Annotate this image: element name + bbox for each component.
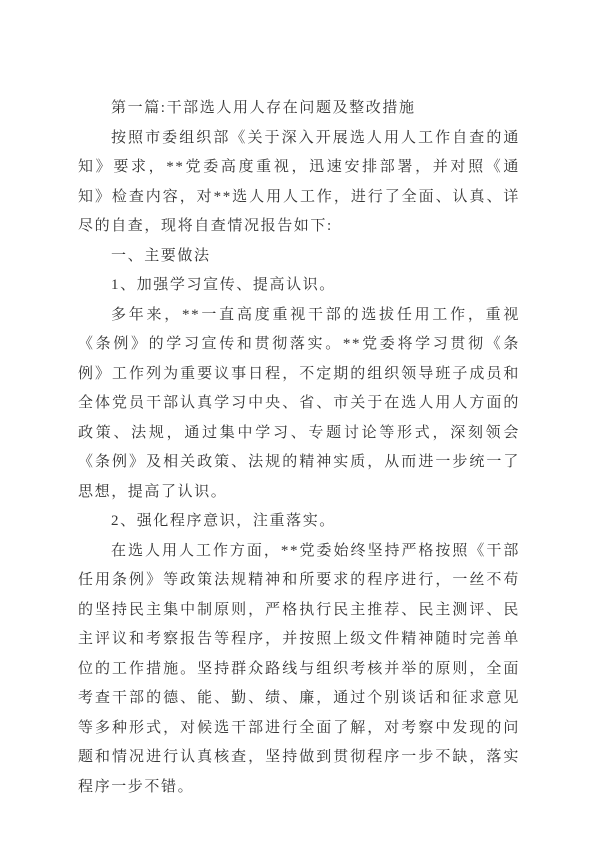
item-2-heading: 2、强化程序意识，注重落实。 xyxy=(111,513,336,529)
item-1-heading: 1、加强学习宣传、提高认识。 xyxy=(111,277,336,293)
doc-title: 第一篇:干部选人用人存在问题及整改措施 xyxy=(111,100,416,116)
para-item-1-body: 多年来，**一直高度重视干部的选拔任用工作，重视《条例》的学习宣传和贯彻落实。**党委将学习贯彻《条例》工作列为重要议事日程，不定期的组织领导班子成员和全体党员干部认真学习中央、省、市关于在选人用人方面的政策、法规，通过集中学习、专题讨论等形式，深刻领会《条例》及相关政策、法规的精神实质，从而进一步统一了思想，提高了认识。 xyxy=(78,306,520,500)
heading-main-practices: 一、主要做法 xyxy=(111,247,211,264)
text-block xyxy=(78,94,520,802)
para-intro: 按照市委组织部《关于深入开展选人用人工作自查的通知》要求，**党委高度重视，迅速安排部署，并对照《通知》检查内容，对**选人用人工作，进行了全面、认真、详尽的自查，现将自查情况报告如下: xyxy=(78,129,520,234)
para-item-2-body: 在选人用人工作方面，**党委始终坚持严格按照《干部任用条例》等政策法规精神和所要求的程序进行，一丝不苟的坚持民主集中制原则，严格执行民主推荐、民主测评、民主评议和考察报告等程序，并按照上级文件精神随时完善单位的工作措施。坚持群众路线与组织考核并举的原则，全面考查干部的德、能、勤、绩、廉，通过个别谈话和征求意见等多种形式，对候选干部进行全面了解，对考察中发现的问题和情况进行认真核查，坚持做到贯彻程序一步不缺，落实程序一步不错。 xyxy=(78,542,520,795)
